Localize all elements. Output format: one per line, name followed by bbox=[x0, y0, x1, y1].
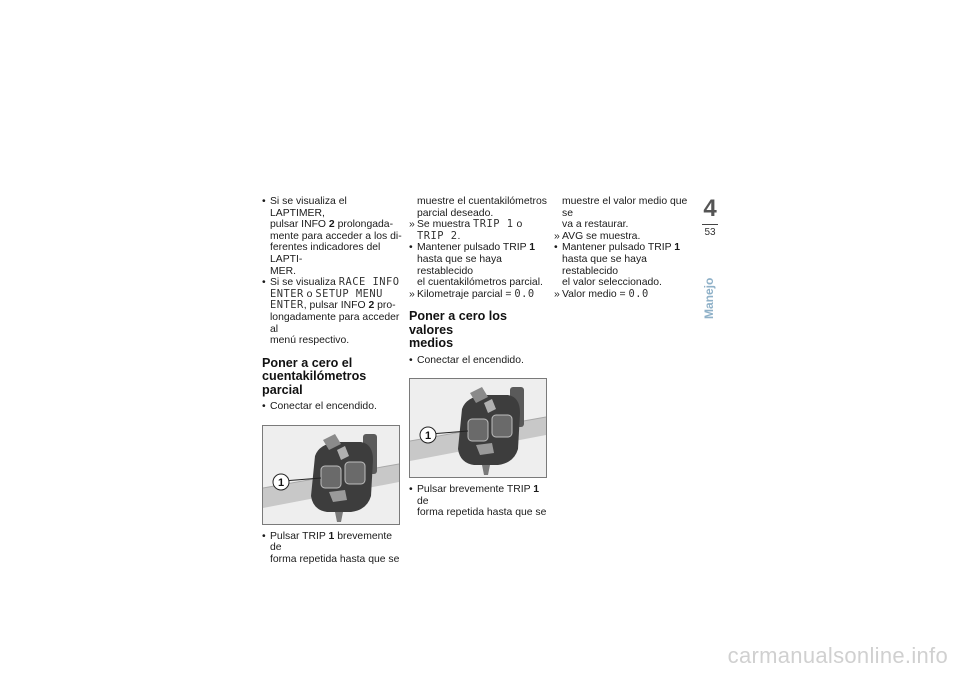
bullet-laptimer: • Si se visualiza el LAPTIMER, pulsar INFO 2 prolongada- mente para acceder a los di- ferentes indicadores del LAPTI- MER. bbox=[262, 196, 402, 277]
handlebar-switch-figure bbox=[262, 425, 400, 525]
page-number: 53 bbox=[704, 227, 716, 238]
column-3 bbox=[554, 196, 694, 300]
chapter-side-label: Manejo bbox=[702, 277, 716, 319]
result-average-reset: » Valor medio = 0.0 bbox=[554, 287, 649, 300]
chapter-number: 4 bbox=[703, 195, 717, 222]
bullet-press-trip-2: • Pulsar brevemente TRIP 1 de forma repetida hasta que se bbox=[409, 484, 547, 519]
section-heading-trip-reset: Poner a cero el cuentakilómetros parcial bbox=[262, 355, 367, 397]
chapter-divider bbox=[702, 224, 718, 225]
continued-text: muestre el cuentakilómetros parcial deseado. bbox=[417, 196, 547, 219]
handlebar-switch-figure-2 bbox=[409, 378, 547, 478]
bullet-press-trip: • Pulsar TRIP 1 brevemente de forma repetida hasta que se bbox=[262, 530, 400, 565]
watermark: carmanualsonline.info bbox=[727, 643, 948, 668]
continued-text-3: muestre el valor medio que se va a restaurar. bbox=[562, 196, 688, 231]
result-trip-reset: » Kilometraje parcial = 0.0 bbox=[409, 287, 535, 300]
bullet-race-info: • Si se visualiza RACE INFO ENTER o SETUP MENU ENTER, pulsar INFO 2 pro- longadamente para acceder al menú respectivo. bbox=[262, 276, 400, 347]
result-trip-shown: » Se muestra TRIP 1 o TRIP 2. bbox=[409, 218, 523, 242]
result-avg-shown: » AVG se muestra. bbox=[554, 230, 641, 242]
section-heading-average-reset: Poner a cero los valores medios bbox=[409, 309, 507, 351]
handlebar-switch-illustration-2 bbox=[410, 379, 546, 477]
bullet-ignition-on: • Conectar el encendido. bbox=[262, 400, 377, 412]
bullet-ignition-on-2: • Conectar el encendido. bbox=[409, 354, 524, 366]
column-1 bbox=[262, 196, 402, 565]
callout-label: 1 bbox=[277, 476, 285, 489]
column-2 bbox=[409, 196, 549, 519]
callout-label-2: 1 bbox=[424, 430, 432, 443]
bullet-hold-trip-3: • Mantener pulsado TRIP 1 hasta que se haya restablecido el valor seleccionado. bbox=[554, 242, 681, 289]
handlebar-switch-illustration bbox=[263, 426, 399, 524]
bullet-hold-trip: • Mantener pulsado TRIP 1 hasta que se haya restablecido el cuentakilómetros parcial. bbox=[409, 242, 543, 289]
